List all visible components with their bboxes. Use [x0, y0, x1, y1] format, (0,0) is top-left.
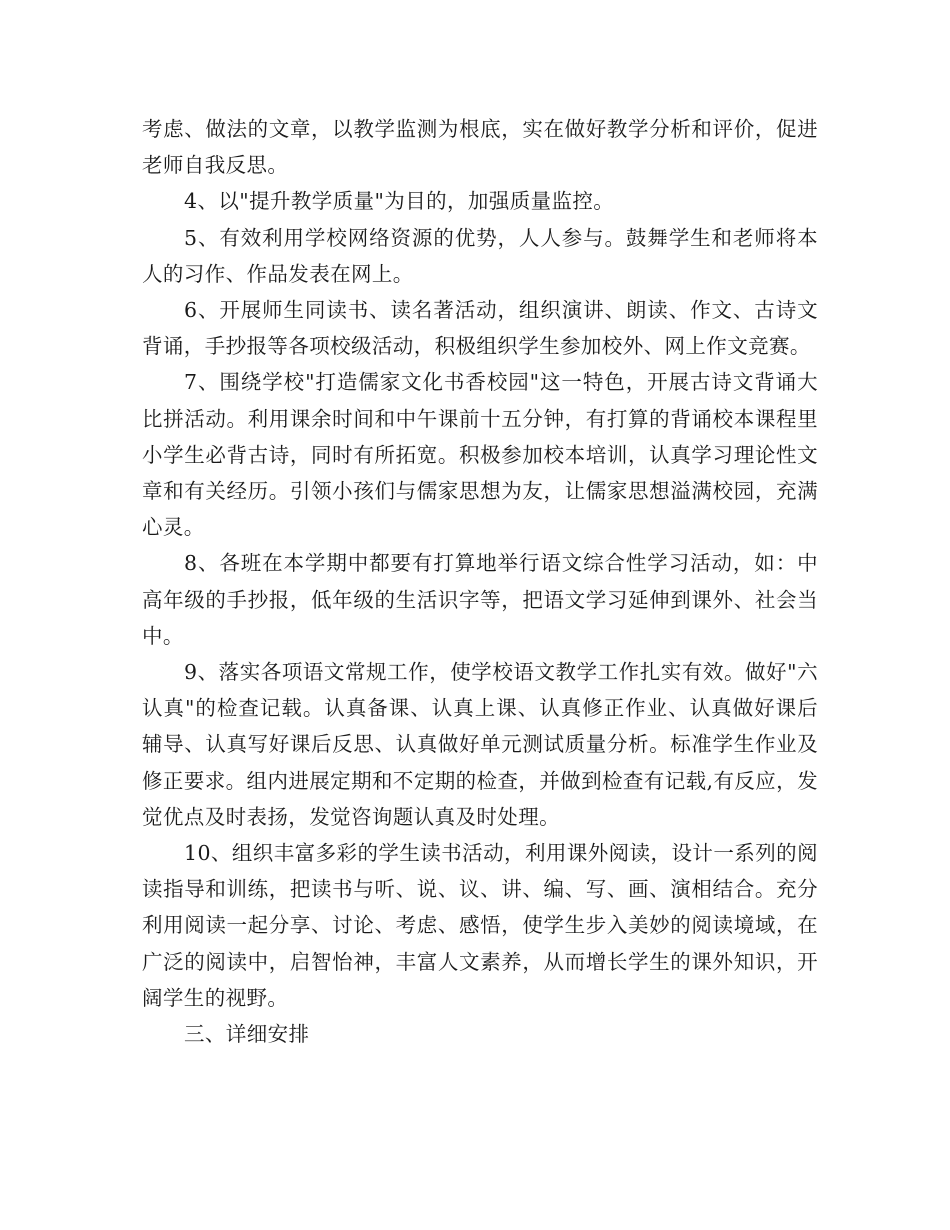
paragraph-continuation: 考虑、做法的文章，以教学监测为根底，实在做好教学分析和评价，促进老师自我反思。	[142, 117, 818, 178]
paragraph-item-8: 8、各班在本学期中都要有打算地举行语文综合性学习活动，如：中高年级的手抄报，低年级的生活识字等，把语文学习延伸到课外、社会当中。	[142, 551, 818, 648]
document-body	[142, 111, 818, 1052]
paragraph-item-4: 4、以"提升教学质量"为目的，加强质量监控。	[184, 189, 615, 214]
paragraph-item-9: 9、落实各项语文常规工作，使学校语文教学工作扎实有效。做好"六认真"的检查记载。认真备课、认真上课、认真修正作业、认真做好课后辅导、认真写好课后反思、认真做好单元测试质量分析。标准学生作业及修正要求。组内进展定期和不定期的检查，并做到检查有记载,有反应，发觉优点及时表扬，发觉咨询题认真及时处理。	[142, 660, 818, 829]
paragraph-item-10: 10、组织丰富多彩的学生读书活动，利用课外阅读，设计一系列的阅读指导和训练，把读书与听、说、议、讲、编、写、画、演相结合。充分利用阅读一起分享、讨论、考虑、感悟，使学生步入美妙的阅读境域，在广泛的阅读中，启智怡神，丰富人文素养，从而增长学生的课外知识，开阔学生的视野。	[142, 841, 818, 1010]
paragraph-item-5: 5、有效利用学校网络资源的优势，人人参与。鼓舞学生和老师将本人的习作、作品发表在网上。	[142, 225, 818, 286]
section-heading: 三、详细安排	[184, 1022, 310, 1047]
paragraph-item-7: 7、围绕学校"打造儒家文化书香校园"这一特色，开展古诗文背诵大比拼活动。利用课余时间和中午课前十五分钟，有打算的背诵校本课程里小学生必背古诗，同时有所拓宽。积极参加校本培训，认真学习理论性文章和有关经历。引领小孩们与儒家思想为友，让儒家思想溢满校园，充满心灵。	[142, 370, 818, 540]
paragraph-item-6: 6、开展师生同读书、读名著活动，组织演讲、朗读、作文、古诗文背诵，手抄报等各项校级活动，积极组织学生参加校外、网上作文竞赛。	[142, 298, 818, 359]
